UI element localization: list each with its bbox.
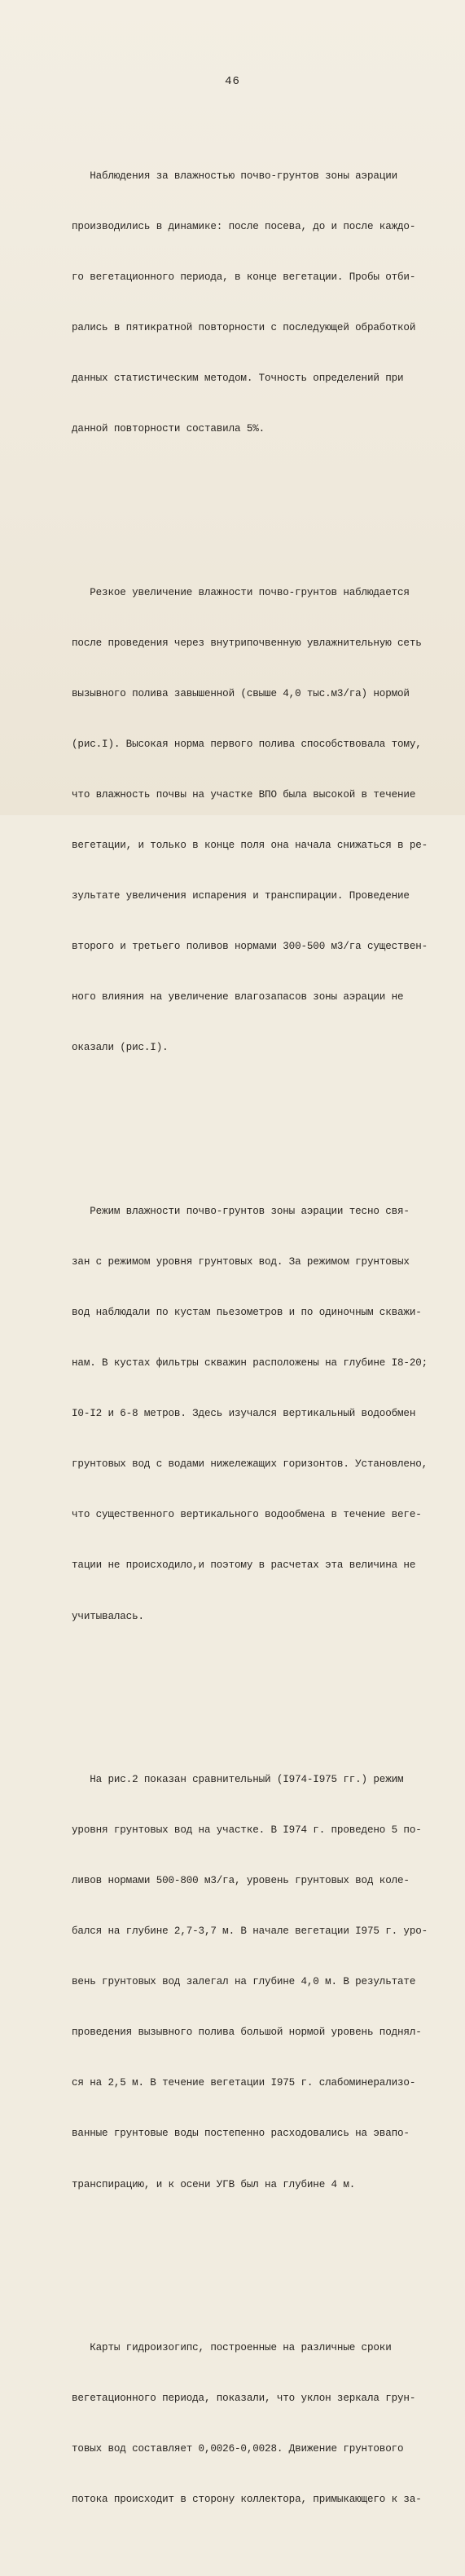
text-line: производились в динамике: после посева, до и после каждо- (72, 220, 416, 232)
text-line: что существенного вертикального водообмена в течение веге- (72, 1509, 422, 1521)
text-line: уровня грунтовых вод на участке. В I974 г. проведено 5 по- (72, 1824, 422, 1836)
text-line: ся на 2,5 м. В течение вегетации I975 г. слабоминерализо- (72, 2077, 416, 2089)
text-line: второго и третьего поливов нормами 300-500 м3/га существен- (72, 941, 428, 953)
text-line: ного влияния на увеличение влагозапасов зоны аэрации не (72, 991, 404, 1003)
paragraph-4 (72, 1737, 454, 2226)
text-line: учитывалась. (72, 1610, 144, 1622)
text-line: проведения вызывного полива большой нормой уровень поднял- (72, 2027, 422, 2039)
text-line: I0-I2 и 6-8 метров. Здесь изучался вертикальный водообмен (72, 1408, 416, 1420)
text-line: вызывного полива завышенной (свыше 4,0 тыс.м3/га) нормой (72, 687, 410, 699)
page-number: 46 (225, 75, 240, 88)
text-line: рались в пятикратной повторности с последующей обработкой (72, 322, 416, 334)
text-line: бался на глубине 2,7-3,7 м. В начале вегетации I975 г. уро- (72, 1925, 428, 1938)
paragraph-2 (72, 550, 454, 1090)
text-line: вень грунтовых вод залегал на глубине 4,0 м. В результате (72, 1976, 416, 1988)
text-line: нам. В кустах фильтры скважин расположены на глубине I8-20; (72, 1357, 428, 1370)
text-line: ванные грунтовые воды постепенно расходовались на эвапо- (72, 2128, 410, 2140)
text-line: Наблюдения за влажностью почво-грунтов зоны аэрации (72, 170, 398, 182)
text-line: вегетации, и только в конце поля она начала снижаться в ре- (72, 840, 428, 852)
text-line: что влажность почвы на участке ВПО была высокой в течение (72, 788, 416, 801)
text-line: тации не происходило,и поэтому в расчетах эта величина не (72, 1559, 416, 1572)
text-line: товых вод составляет 0,0026-0,0028. Движение грунтового (72, 2443, 404, 2455)
text-line: данной повторности составила 5%. (72, 423, 265, 435)
text-line: вегетационного периода, показали, что уклон зеркала грун- (72, 2392, 416, 2404)
text-line: Карты гидроизогипс, построенные на различные сроки (72, 2341, 392, 2353)
text-line: данных статистическим методом. Точность определений при (72, 373, 404, 385)
text-line: го вегетационного периода, в конце вегетации. Пробы отби- (72, 271, 416, 283)
text-line: вод наблюдали по кустам пьезометров и по одиночным скважи- (72, 1306, 422, 1318)
text-line: На рис.2 показан сравнительный (I974-I975 гг.) режим (72, 1773, 404, 1785)
paragraph-1 (72, 134, 454, 471)
text-line: Режим влажности почво-грунтов зоны аэрации тесно свя- (72, 1205, 410, 1217)
text-line: зультате увеличения испарения и транспирации. Проведение (72, 890, 410, 902)
body-text (72, 100, 454, 2576)
text-line: после проведения через внутрипочвенную увлажнительную сеть (72, 637, 422, 649)
paragraph-3 (72, 1169, 454, 1658)
text-line: Резкое увеличение влажности почво-грунтов наблюдается (72, 586, 410, 598)
text-line: транспирацию, и к осени УГВ был на глубине 4 м. (72, 2178, 356, 2190)
paragraph-5 (72, 2305, 454, 2542)
text-line: грунтовых вод с водами нижележащих горизонтов. Установлено, (72, 1458, 428, 1471)
text-line: оказали (рис.I). (72, 1042, 169, 1054)
text-line: ливов нормами 500-800 м3/га, уровень грунтовых вод коле- (72, 1875, 410, 1886)
text-line: потока происходит в сторону коллектора, примыкающего к за- (72, 2494, 422, 2506)
text-line: (рис.I). Высокая норма первого полива способствовала тому, (72, 738, 422, 750)
text-line: зан с режимом уровня грунтовых вод. За режимом грунтовых (72, 1255, 410, 1268)
